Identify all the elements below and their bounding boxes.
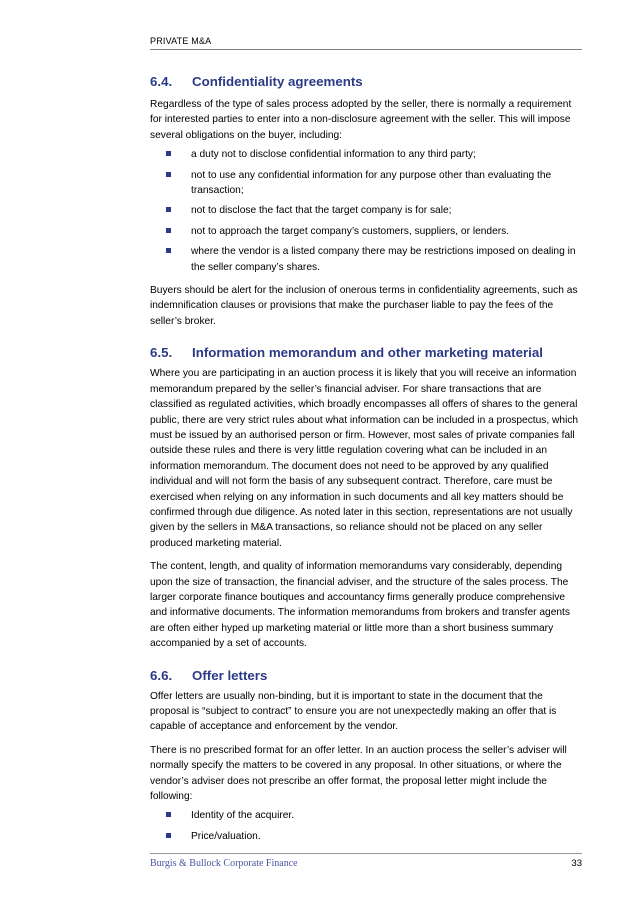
list-item: not to disclose the fact that the target company is for sale; <box>150 203 582 218</box>
square-bullet-icon <box>166 829 175 844</box>
page-content <box>150 74 582 844</box>
page-number: 33 <box>571 858 582 869</box>
section-title: Confidentiality agreements <box>192 74 363 89</box>
section-heading-6-5 <box>150 345 582 361</box>
square-bullet-icon <box>166 808 175 823</box>
section-title: Information memorandum and other marketing material <box>192 345 543 361</box>
footer-divider <box>150 853 582 854</box>
section-number: 6.6. <box>150 667 173 683</box>
paragraph: Where you are participating in an auction process it is likely that you will receive an information memorandum prepared by the seller’s financial adviser. For share transactions that are classified as regulated activities, which broadly encompasses all offers of shares to the general public, there are very strict rules about what information can be included in a prospectus, which must be issued by an authorised person or firm. However, most sales of private companies fall outside these rules and there is very little regulation covering what can be included in an information memorandum. The document does not need to be approved by any qualified individual and will not form the basis of any subsequent contract. Therefore, care must be exercised when relying on any information in such documents and all key matters should be confirmed through due diligence. As noted later in this section, representations are not usually given by the sellers in M&A transactions, so reliance should not be placed on any seller produced marketing material. <box>150 368 579 549</box>
section-heading-6-6 <box>150 668 582 684</box>
paragraph: There is no prescribed format for an offer letter. In an auction process the seller’s adviser will normally specify the matters to be covered in any proposal. In other situations, or where the vendor’s adviser does not prescribe an offer format, the proposal letter might include the following: <box>150 744 567 803</box>
square-bullet-icon <box>166 203 175 218</box>
paragraph: Offer letters are usually non-binding, but it is important to state in the document that the proposal is “subject to contract” to ensure you are not unexpectedly making an offer that is capable of acceptance and enforcement by the vendor. <box>150 690 557 733</box>
list-item: where the vendor is a listed company there may be restrictions imposed on dealing in the seller company’s shares. <box>150 244 582 275</box>
paragraph: The content, length, and quality of information memorandums vary considerably, depending upon the size of transaction, the financial adviser, and the structure of the sales process. The larger corporate finance boutiques and accountancy firms generally produce comprehensive and informative documents. The information memorandums from brokers and transfer agents are often either hyped up marketing material or little more than a short business summary accompanied by a set of accounts. <box>150 561 570 650</box>
list-item: Price/valuation. <box>150 829 582 844</box>
square-bullet-icon <box>166 168 175 199</box>
bullet-list <box>150 808 582 844</box>
header-divider <box>150 49 582 50</box>
bullet-list <box>150 147 582 275</box>
footer-firm-name: Burgis & Bullock Corporate Finance <box>150 858 298 869</box>
square-bullet-icon <box>166 147 175 162</box>
list-item: not to approach the target company’s customers, suppliers, or lenders. <box>150 224 582 239</box>
section-number: 6.5. <box>150 345 173 361</box>
section-heading-6-4 <box>150 74 582 90</box>
section-title: Offer letters <box>192 667 268 683</box>
paragraph: Buyers should be alert for the inclusion of onerous terms in confidentiality agreements, such as indemnification clauses or provisions that make the purchaser liable to pay the fees of the seller’s broker. <box>150 285 578 327</box>
running-header: PRIVATE M&A <box>150 36 212 46</box>
list-item: a duty not to disclose confidential information to any third party; <box>150 147 582 162</box>
square-bullet-icon <box>166 244 175 275</box>
paragraph: Regardless of the type of sales process adopted by the seller, there is normally a requirement for interested parties to enter into a non-disclosure agreement with the seller. This will impose several obligations on the buyer, including: <box>150 99 572 141</box>
list-item: Identity of the acquirer. <box>150 808 582 823</box>
square-bullet-icon <box>166 224 175 239</box>
section-number: 6.4. <box>150 74 173 89</box>
list-item: not to use any confidential information for any purpose other than evaluating the transaction; <box>150 168 582 199</box>
